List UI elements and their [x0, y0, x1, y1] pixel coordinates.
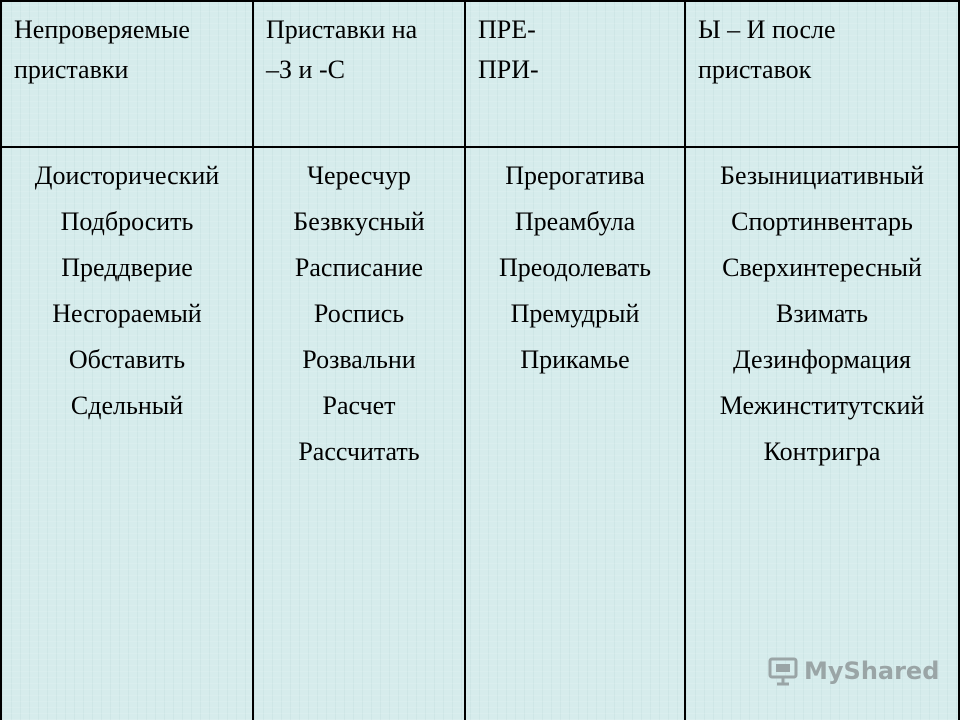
word-item: Безынициативный: [720, 161, 924, 190]
header-cell-z-s: [254, 2, 466, 148]
watermark-text: MyShared: [804, 657, 940, 685]
word-item: Дезинформация: [732, 345, 912, 374]
header-cell-unverifiable: [2, 2, 254, 148]
word-item: Преддверие: [61, 253, 193, 282]
word-item: Безвкусный: [293, 207, 425, 236]
word-item: Межинститутский: [719, 391, 925, 420]
header-line: приставок: [698, 55, 812, 84]
word-item: Премудрый: [510, 299, 640, 328]
word-item: Расчет: [322, 391, 396, 420]
column-unverifiable: [2, 148, 254, 720]
header-line: Непроверяемые: [14, 15, 190, 44]
column-z-s: [254, 148, 466, 720]
word-item: Взимать: [776, 299, 868, 328]
header-line: приставки: [14, 55, 129, 84]
header-line: ПРЕ-: [478, 15, 536, 44]
prefix-table: [2, 2, 958, 720]
myshared-watermark: [768, 656, 939, 686]
header-line: Приставки на: [266, 15, 418, 44]
column-y-i: [686, 148, 958, 720]
presentation-board-icon: [768, 656, 800, 686]
column-pre-pri: [466, 148, 686, 720]
word-item: Преодолевать: [499, 253, 651, 282]
header-line: ПРИ-: [478, 55, 539, 84]
word-item: Контригра: [763, 437, 881, 466]
word-item: Подбросить: [60, 207, 194, 236]
word-item: Сдельный: [70, 391, 184, 420]
header-line: –З и -С: [266, 55, 345, 84]
word-item: Преамбула: [514, 207, 636, 236]
word-item: Расписание: [294, 253, 424, 282]
word-item: Роспись: [313, 299, 405, 328]
word-item: Чересчур: [307, 161, 411, 190]
header-cell-pre-pri: [466, 2, 686, 148]
word-item: Розвальни: [302, 345, 416, 374]
word-item: Спортинвентарь: [731, 207, 913, 236]
word-item: Прикамье: [520, 345, 630, 374]
header-line: Ы – И после: [698, 15, 836, 44]
word-item: Обставить: [68, 345, 186, 374]
header-cell-y-i: [686, 2, 958, 148]
word-item: Несгораемый: [52, 299, 202, 328]
word-item: Доисторический: [34, 161, 220, 190]
word-item: Рассчитать: [298, 437, 420, 466]
word-item: Сверхинтересный: [722, 253, 922, 282]
word-item: Прерогатива: [505, 161, 645, 190]
